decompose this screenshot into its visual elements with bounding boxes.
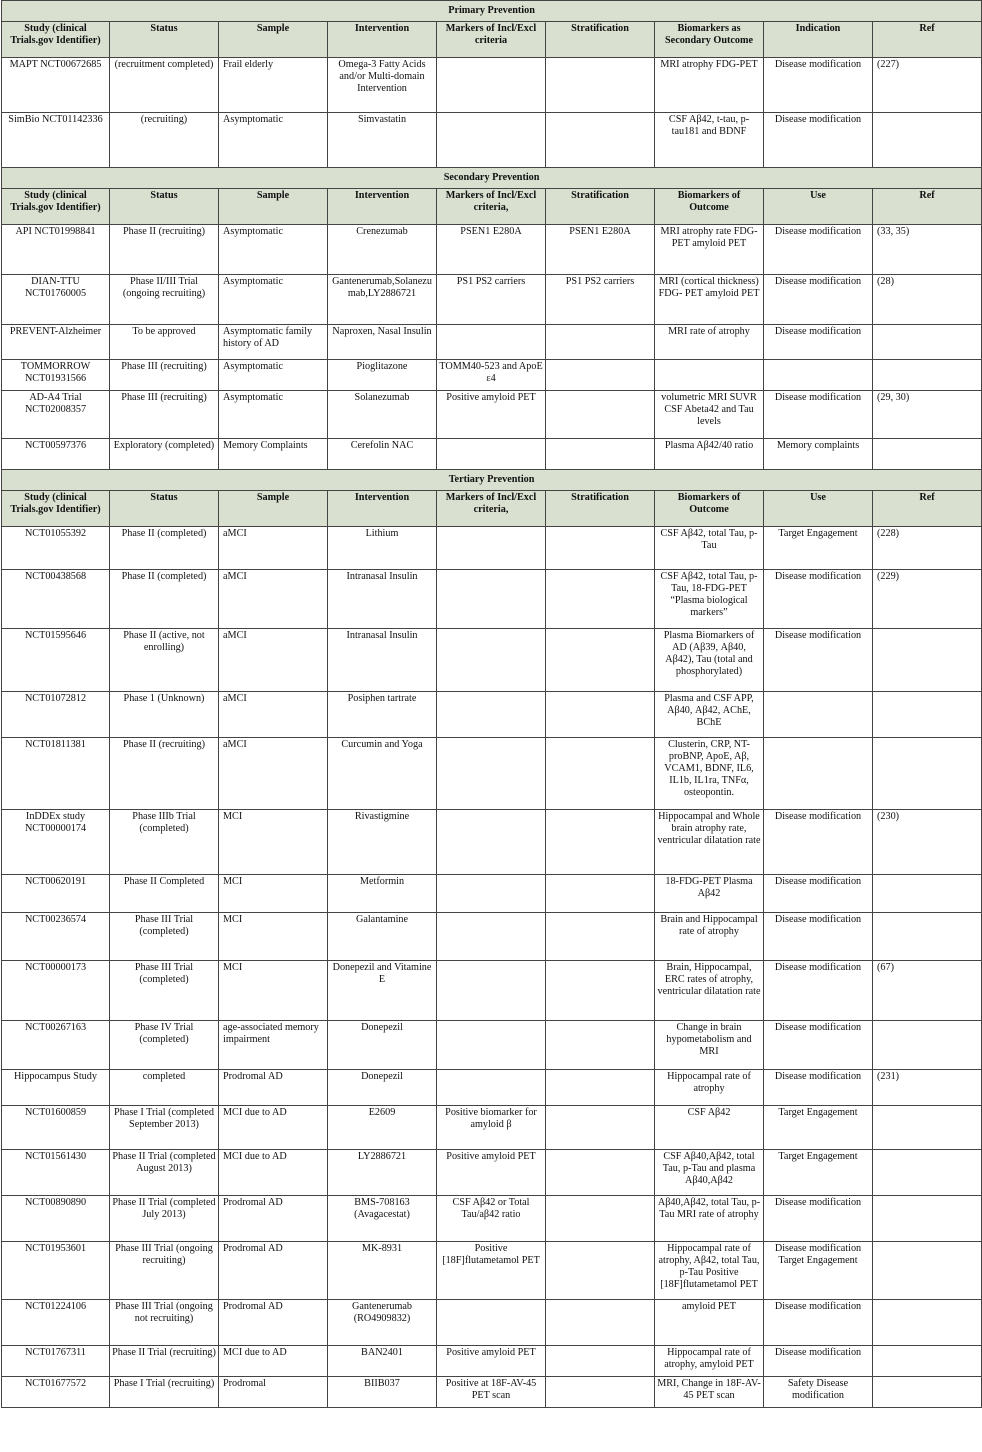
- cell-study: NCT00597376: [2, 439, 110, 470]
- cell-markers: [437, 913, 546, 961]
- table-row: [2, 527, 982, 570]
- cell-use: Disease modification: [764, 113, 873, 168]
- cell-use: Disease modification: [764, 570, 873, 629]
- table-row: [2, 439, 982, 470]
- cell-stratification: [546, 360, 655, 391]
- cell-intervention: Solanezumab: [328, 391, 437, 439]
- table-row: [2, 1377, 982, 1408]
- cell-status: Phase III Trial (completed): [110, 961, 219, 1021]
- table-row: [2, 391, 982, 439]
- column-header-study: Study (clinical Trials.gov Identifier): [2, 189, 110, 225]
- cell-markers: [437, 629, 546, 692]
- cell-study: API NCT01998841: [2, 225, 110, 275]
- cell-use: Disease modification: [764, 391, 873, 439]
- cell-biomarkers: CSF Aβ42, total Tau, p-Tau: [655, 527, 764, 570]
- cell-study: NCT01561430: [2, 1150, 110, 1196]
- cell-sample: Asymptomatic family history of AD: [219, 325, 328, 360]
- cell-ref: [873, 1021, 982, 1070]
- cell-use: Disease modification: [764, 1300, 873, 1346]
- cell-study: NCT01224106: [2, 1300, 110, 1346]
- cell-status: Phase II (recruiting): [110, 225, 219, 275]
- cell-sample: Prodromal AD: [219, 1242, 328, 1300]
- cell-intervention: Donepezil and Vitamine E: [328, 961, 437, 1021]
- cell-intervention: LY2886721: [328, 1150, 437, 1196]
- table-row: [2, 1021, 982, 1070]
- cell-study: NCT00236574: [2, 913, 110, 961]
- cell-intervention: E2609: [328, 1106, 437, 1150]
- cell-study: PREVENT-Alzheimer: [2, 325, 110, 360]
- header-row: [2, 22, 982, 58]
- cell-biomarkers: MRI (cortical thickness) FDG- PET amyloid PET: [655, 275, 764, 325]
- cell-sample: Frail elderly: [219, 58, 328, 113]
- cell-use: Disease modification: [764, 1021, 873, 1070]
- table-row: [2, 325, 982, 360]
- cell-intervention: Simvastatin: [328, 113, 437, 168]
- cell-stratification: [546, 1196, 655, 1242]
- cell-biomarkers: MRI atrophy rate FDG- PET amyloid PET: [655, 225, 764, 275]
- cell-intervention: Cerefolin NAC: [328, 439, 437, 470]
- cell-ref: (231): [873, 1070, 982, 1106]
- cell-use: Disease modification: [764, 961, 873, 1021]
- table-body: [2, 1, 982, 1408]
- cell-study: AD-A4 Trial NCT02008357: [2, 391, 110, 439]
- cell-use: Target Engagement: [764, 527, 873, 570]
- cell-markers: Positive [18F]flutametamol PET: [437, 1242, 546, 1300]
- cell-use: Disease modification: [764, 1346, 873, 1377]
- column-header-study: Study (clinical Trials.gov Identifier): [2, 22, 110, 58]
- table-row: [2, 875, 982, 913]
- cell-use: Disease modification Target Engagement: [764, 1242, 873, 1300]
- prevention-trials-table: [1, 0, 982, 1408]
- cell-use: Disease modification: [764, 875, 873, 913]
- cell-use: [764, 738, 873, 810]
- cell-stratification: [546, 439, 655, 470]
- cell-ref: [873, 875, 982, 913]
- cell-sample: MCI due to AD: [219, 1106, 328, 1150]
- table-row: [2, 1196, 982, 1242]
- cell-use: [764, 692, 873, 738]
- cell-markers: PSEN1 E280A: [437, 225, 546, 275]
- cell-markers: Positive amyloid PET: [437, 1346, 546, 1377]
- cell-use: Disease modification: [764, 629, 873, 692]
- table-row: [2, 225, 982, 275]
- cell-sample: MCI due to AD: [219, 1346, 328, 1377]
- cell-biomarkers: volumetric MRI SUVR CSF Abeta42 and Tau levels: [655, 391, 764, 439]
- cell-status: Phase I Trial (completed September 2013): [110, 1106, 219, 1150]
- cell-biomarkers: Hippocampal rate of atrophy: [655, 1070, 764, 1106]
- cell-study: TOMMORROW NCT01931566: [2, 360, 110, 391]
- cell-study: NCT01811381: [2, 738, 110, 810]
- cell-status: Phase II (active, not enrolling): [110, 629, 219, 692]
- cell-sample: MCI: [219, 810, 328, 875]
- cell-study: DIAN-TTU NCT01760005: [2, 275, 110, 325]
- cell-ref: [873, 1300, 982, 1346]
- cell-ref: [873, 629, 982, 692]
- cell-ref: [873, 113, 982, 168]
- cell-status: Phase III (recruiting): [110, 391, 219, 439]
- cell-status: Phase III Trial (ongoing recruiting): [110, 1242, 219, 1300]
- cell-intervention: Galantamine: [328, 913, 437, 961]
- cell-biomarkers: Brain, Hippocampal, ERC rates of atrophy, ventricular dilatation rate: [655, 961, 764, 1021]
- cell-sample: aMCI: [219, 629, 328, 692]
- section-title-row: [2, 1, 982, 22]
- cell-study: InDDEx study NCT00000174: [2, 810, 110, 875]
- cell-markers: [437, 692, 546, 738]
- cell-biomarkers: Change in brain hypometabolism and MRI: [655, 1021, 764, 1070]
- cell-sample: age-associated memory impairment: [219, 1021, 328, 1070]
- cell-sample: MCI: [219, 875, 328, 913]
- cell-stratification: [546, 1150, 655, 1196]
- cell-status: Phase IV Trial (completed): [110, 1021, 219, 1070]
- table-row: [2, 570, 982, 629]
- table-row: [2, 738, 982, 810]
- cell-study: MAPT NCT00672685: [2, 58, 110, 113]
- column-header-stratification: Stratification: [546, 491, 655, 527]
- cell-biomarkers: Clusterin, CRP, NT-proBNP, ApoE, Aβ, VCAM1, BDNF, IL6, IL1b, IL1ra, TNFα, osteopontin.: [655, 738, 764, 810]
- column-header-markers: Markers of Incl/Excl criteria,: [437, 491, 546, 527]
- cell-intervention: MK-8931: [328, 1242, 437, 1300]
- cell-study: NCT00438568: [2, 570, 110, 629]
- cell-biomarkers: Hippocampal and Whole brain atrophy rate, ventricular dilatation rate: [655, 810, 764, 875]
- cell-markers: [437, 1300, 546, 1346]
- cell-sample: Prodromal AD: [219, 1070, 328, 1106]
- cell-use: Safety Disease modification: [764, 1377, 873, 1408]
- cell-stratification: [546, 810, 655, 875]
- cell-stratification: [546, 391, 655, 439]
- cell-sample: MCI due to AD: [219, 1150, 328, 1196]
- cell-biomarkers: CSF Aβ42, total Tau, p-Tau, 18-FDG-PET “Plasma biological markers”: [655, 570, 764, 629]
- cell-stratification: [546, 527, 655, 570]
- cell-intervention: Gantenerumab (RO4909832): [328, 1300, 437, 1346]
- cell-intervention: BMS-708163 (Avagacestat): [328, 1196, 437, 1242]
- cell-ref: (227): [873, 58, 982, 113]
- cell-study: Hippocampus Study: [2, 1070, 110, 1106]
- cell-status: Phase 1 (Unknown): [110, 692, 219, 738]
- cell-markers: [437, 570, 546, 629]
- cell-intervention: Metformin: [328, 875, 437, 913]
- cell-biomarkers: Aβ40,Aβ42, total Tau, p-Tau MRI rate of atrophy: [655, 1196, 764, 1242]
- cell-use: Disease modification: [764, 913, 873, 961]
- cell-intervention: Curcumin and Yoga: [328, 738, 437, 810]
- cell-intervention: Gantenerumab,Solanezumab,LY2886721: [328, 275, 437, 325]
- cell-sample: Prodromal: [219, 1377, 328, 1408]
- column-header-status: Status: [110, 189, 219, 225]
- cell-study: NCT00620191: [2, 875, 110, 913]
- cell-study: NCT01677572: [2, 1377, 110, 1408]
- cell-markers: PS1 PS2 carriers: [437, 275, 546, 325]
- table-row: [2, 692, 982, 738]
- cell-stratification: [546, 692, 655, 738]
- cell-stratification: [546, 113, 655, 168]
- section-title: Tertiary Prevention: [2, 470, 982, 491]
- cell-sample: MCI: [219, 913, 328, 961]
- cell-status: (recruiting): [110, 113, 219, 168]
- cell-use: Disease modification: [764, 325, 873, 360]
- cell-sample: Asymptomatic: [219, 225, 328, 275]
- cell-intervention: Lithium: [328, 527, 437, 570]
- table-row: [2, 1106, 982, 1150]
- cell-biomarkers: Brain and Hippocampal rate of atrophy: [655, 913, 764, 961]
- cell-status: Phase II Trial (completed July 2013): [110, 1196, 219, 1242]
- cell-markers: [437, 1021, 546, 1070]
- cell-use: Disease modification: [764, 225, 873, 275]
- cell-status: Phase II (completed): [110, 527, 219, 570]
- cell-status: Phase IIIb Trial (completed): [110, 810, 219, 875]
- column-header-status: Status: [110, 491, 219, 527]
- cell-markers: [437, 1070, 546, 1106]
- cell-use: Target Engagement: [764, 1150, 873, 1196]
- cell-biomarkers: MRI rate of atrophy: [655, 325, 764, 360]
- cell-ref: (67): [873, 961, 982, 1021]
- cell-status: Exploratory (completed): [110, 439, 219, 470]
- cell-sample: aMCI: [219, 570, 328, 629]
- column-header-status: Status: [110, 22, 219, 58]
- cell-intervention: Rivastigmine: [328, 810, 437, 875]
- table-row: [2, 1300, 982, 1346]
- cell-sample: Prodromal AD: [219, 1196, 328, 1242]
- cell-study: NCT01595646: [2, 629, 110, 692]
- column-header-intervention: Intervention: [328, 189, 437, 225]
- cell-ref: (28): [873, 275, 982, 325]
- cell-biomarkers: [655, 360, 764, 391]
- cell-status: Phase II Trial (completed August 2013): [110, 1150, 219, 1196]
- column-header-sample: Sample: [219, 189, 328, 225]
- cell-intervention: Crenezumab: [328, 225, 437, 275]
- cell-biomarkers: amyloid PET: [655, 1300, 764, 1346]
- column-header-study: Study (clinical Trials.gov Identifier): [2, 491, 110, 527]
- table-row: [2, 1346, 982, 1377]
- cell-status: Phase III Trial (ongoing not recruiting): [110, 1300, 219, 1346]
- cell-intervention: Pioglitazone: [328, 360, 437, 391]
- cell-markers: Positive amyloid PET: [437, 1150, 546, 1196]
- cell-markers: [437, 439, 546, 470]
- cell-markers: CSF Aβ42 or Total Tau/aβ42 ratio: [437, 1196, 546, 1242]
- table-row: [2, 58, 982, 113]
- table-row: [2, 913, 982, 961]
- cell-ref: [873, 1346, 982, 1377]
- cell-intervention: Donepezil: [328, 1070, 437, 1106]
- column-header-sample: Sample: [219, 491, 328, 527]
- header-row: [2, 189, 982, 225]
- cell-ref: [873, 1196, 982, 1242]
- column-header-intervention: Intervention: [328, 491, 437, 527]
- cell-sample: aMCI: [219, 527, 328, 570]
- cell-status: completed: [110, 1070, 219, 1106]
- cell-status: Phase II Trial (recruiting): [110, 1346, 219, 1377]
- cell-biomarkers: MRI, Change in 18F-AV-45 PET scan: [655, 1377, 764, 1408]
- cell-study: NCT00267163: [2, 1021, 110, 1070]
- cell-ref: (228): [873, 527, 982, 570]
- cell-status: Phase III Trial (completed): [110, 913, 219, 961]
- cell-stratification: PS1 PS2 carriers: [546, 275, 655, 325]
- cell-intervention: BIIB037: [328, 1377, 437, 1408]
- cell-status: To be approved: [110, 325, 219, 360]
- table-row: [2, 961, 982, 1021]
- cell-use: [764, 360, 873, 391]
- cell-ref: [873, 1150, 982, 1196]
- cell-study: NCT01055392: [2, 527, 110, 570]
- cell-use: Disease modification: [764, 275, 873, 325]
- cell-biomarkers: Plasma and CSF APP, Aβ40, Aβ42, AChE, BChE: [655, 692, 764, 738]
- cell-markers: Positive amyloid PET: [437, 391, 546, 439]
- table-row: [2, 275, 982, 325]
- cell-study: NCT01600859: [2, 1106, 110, 1150]
- section-title: Secondary Prevention: [2, 168, 982, 189]
- table-row: [2, 113, 982, 168]
- table-row: [2, 1150, 982, 1196]
- cell-sample: MCI: [219, 961, 328, 1021]
- cell-sample: Asymptomatic: [219, 113, 328, 168]
- cell-intervention: Naproxen, Nasal Insulin: [328, 325, 437, 360]
- cell-intervention: Donepezil: [328, 1021, 437, 1070]
- section-title-row: [2, 470, 982, 491]
- cell-stratification: [546, 570, 655, 629]
- column-header-intervention: Intervention: [328, 22, 437, 58]
- table-row: [2, 1070, 982, 1106]
- header-row: [2, 491, 982, 527]
- column-header-ref: Ref: [873, 22, 982, 58]
- column-header-use: Use: [764, 491, 873, 527]
- cell-ref: [873, 1377, 982, 1408]
- table-row: [2, 810, 982, 875]
- column-header-biomarkers: Biomarkers of Outcome: [655, 189, 764, 225]
- cell-markers: [437, 810, 546, 875]
- cell-markers: [437, 113, 546, 168]
- cell-study: NCT00000173: [2, 961, 110, 1021]
- cell-ref: (229): [873, 570, 982, 629]
- column-header-stratification: Stratification: [546, 22, 655, 58]
- cell-sample: Asymptomatic: [219, 275, 328, 325]
- cell-stratification: [546, 1242, 655, 1300]
- table-row: [2, 629, 982, 692]
- cell-stratification: PSEN1 E280A: [546, 225, 655, 275]
- cell-ref: [873, 738, 982, 810]
- cell-stratification: [546, 1106, 655, 1150]
- cell-stratification: [546, 738, 655, 810]
- cell-study: NCT01953601: [2, 1242, 110, 1300]
- cell-intervention: Intranasal Insulin: [328, 570, 437, 629]
- cell-study: NCT01072812: [2, 692, 110, 738]
- cell-sample: Asymptomatic: [219, 391, 328, 439]
- cell-ref: (230): [873, 810, 982, 875]
- column-header-markers: Markers of Incl/Excl criteria: [437, 22, 546, 58]
- cell-study: NCT00890890: [2, 1196, 110, 1242]
- cell-stratification: [546, 1300, 655, 1346]
- section-title: Primary Prevention: [2, 1, 982, 22]
- cell-stratification: [546, 325, 655, 360]
- cell-ref: [873, 1106, 982, 1150]
- cell-ref: (29, 30): [873, 391, 982, 439]
- cell-biomarkers: Hippocampal rate of atrophy, amyloid PET: [655, 1346, 764, 1377]
- cell-biomarkers: Plasma Aβ42/40 ratio: [655, 439, 764, 470]
- cell-sample: Prodromal AD: [219, 1300, 328, 1346]
- cell-status: Phase II/III Trial (ongoing recruiting): [110, 275, 219, 325]
- cell-markers: Positive at 18F-AV-45 PET scan: [437, 1377, 546, 1408]
- cell-stratification: [546, 875, 655, 913]
- cell-biomarkers: 18-FDG-PET Plasma Aβ42: [655, 875, 764, 913]
- cell-stratification: [546, 1377, 655, 1408]
- cell-ref: [873, 325, 982, 360]
- column-header-ref: Ref: [873, 189, 982, 225]
- cell-sample: Asymptomatic: [219, 360, 328, 391]
- cell-sample: aMCI: [219, 738, 328, 810]
- cell-use: Disease modification: [764, 58, 873, 113]
- cell-intervention: Intranasal Insulin: [328, 629, 437, 692]
- cell-sample: aMCI: [219, 692, 328, 738]
- cell-markers: [437, 527, 546, 570]
- cell-status: Phase II (completed): [110, 570, 219, 629]
- column-header-stratification: Stratification: [546, 189, 655, 225]
- cell-stratification: [546, 913, 655, 961]
- column-header-markers: Markers of Incl/Excl criteria,: [437, 189, 546, 225]
- cell-stratification: [546, 1021, 655, 1070]
- cell-markers: [437, 738, 546, 810]
- column-header-ref: Ref: [873, 491, 982, 527]
- cell-ref: [873, 1242, 982, 1300]
- cell-status: Phase II (recruiting): [110, 738, 219, 810]
- cell-status: Phase I Trial (recruiting): [110, 1377, 219, 1408]
- cell-ref: [873, 360, 982, 391]
- cell-markers: [437, 325, 546, 360]
- section-title-row: [2, 168, 982, 189]
- cell-stratification: [546, 1346, 655, 1377]
- cell-stratification: [546, 961, 655, 1021]
- cell-biomarkers: MRI atrophy FDG-PET: [655, 58, 764, 113]
- cell-markers: [437, 961, 546, 1021]
- cell-intervention: BAN2401: [328, 1346, 437, 1377]
- cell-ref: (33, 35): [873, 225, 982, 275]
- cell-use: Disease modification: [764, 810, 873, 875]
- column-header-biomarkers: Biomarkers as Secondary Outcome: [655, 22, 764, 58]
- cell-status: Phase II Completed: [110, 875, 219, 913]
- cell-ref: [873, 913, 982, 961]
- cell-ref: [873, 692, 982, 738]
- cell-intervention: Omega-3 Fatty Acids and/or Multi-domain Intervention: [328, 58, 437, 113]
- cell-study: SimBio NCT01142336: [2, 113, 110, 168]
- cell-use: Disease modification: [764, 1070, 873, 1106]
- cell-status: (recruitment completed): [110, 58, 219, 113]
- column-header-sample: Sample: [219, 22, 328, 58]
- cell-stratification: [546, 629, 655, 692]
- cell-markers: [437, 58, 546, 113]
- column-header-use: Use: [764, 189, 873, 225]
- cell-markers: Positive biomarker for amyloid β: [437, 1106, 546, 1150]
- table-row: [2, 1242, 982, 1300]
- cell-biomarkers: CSF Aβ42, t-tau, p-tau181 and BDNF: [655, 113, 764, 168]
- cell-stratification: [546, 1070, 655, 1106]
- cell-biomarkers: CSF Aβ40,Aβ42, total Tau, p-Tau and plasma Aβ40,Aβ42: [655, 1150, 764, 1196]
- cell-markers: TOMM40-523 and ApoE ε4: [437, 360, 546, 391]
- cell-use: Target Engagement: [764, 1106, 873, 1150]
- cell-sample: Memory Complaints: [219, 439, 328, 470]
- cell-intervention: Posiphen tartrate: [328, 692, 437, 738]
- cell-biomarkers: Plasma Biomarkers of AD (Aβ39, Aβ40, Aβ42), Tau (total and phosphorylated): [655, 629, 764, 692]
- cell-use: Disease modification: [764, 1196, 873, 1242]
- cell-use: Memory complaints: [764, 439, 873, 470]
- cell-study: NCT01767311: [2, 1346, 110, 1377]
- cell-markers: [437, 875, 546, 913]
- table-row: [2, 360, 982, 391]
- column-header-biomarkers: Biomarkers of Outcome: [655, 491, 764, 527]
- cell-ref: [873, 439, 982, 470]
- cell-stratification: [546, 58, 655, 113]
- cell-status: Phase III (recruiting): [110, 360, 219, 391]
- column-header-use: Indication: [764, 22, 873, 58]
- cell-biomarkers: CSF Aβ42: [655, 1106, 764, 1150]
- cell-biomarkers: Hippocampal rate of atrophy, Aβ42, total Tau, p-Tau Positive [18F]flutametamol PET: [655, 1242, 764, 1300]
